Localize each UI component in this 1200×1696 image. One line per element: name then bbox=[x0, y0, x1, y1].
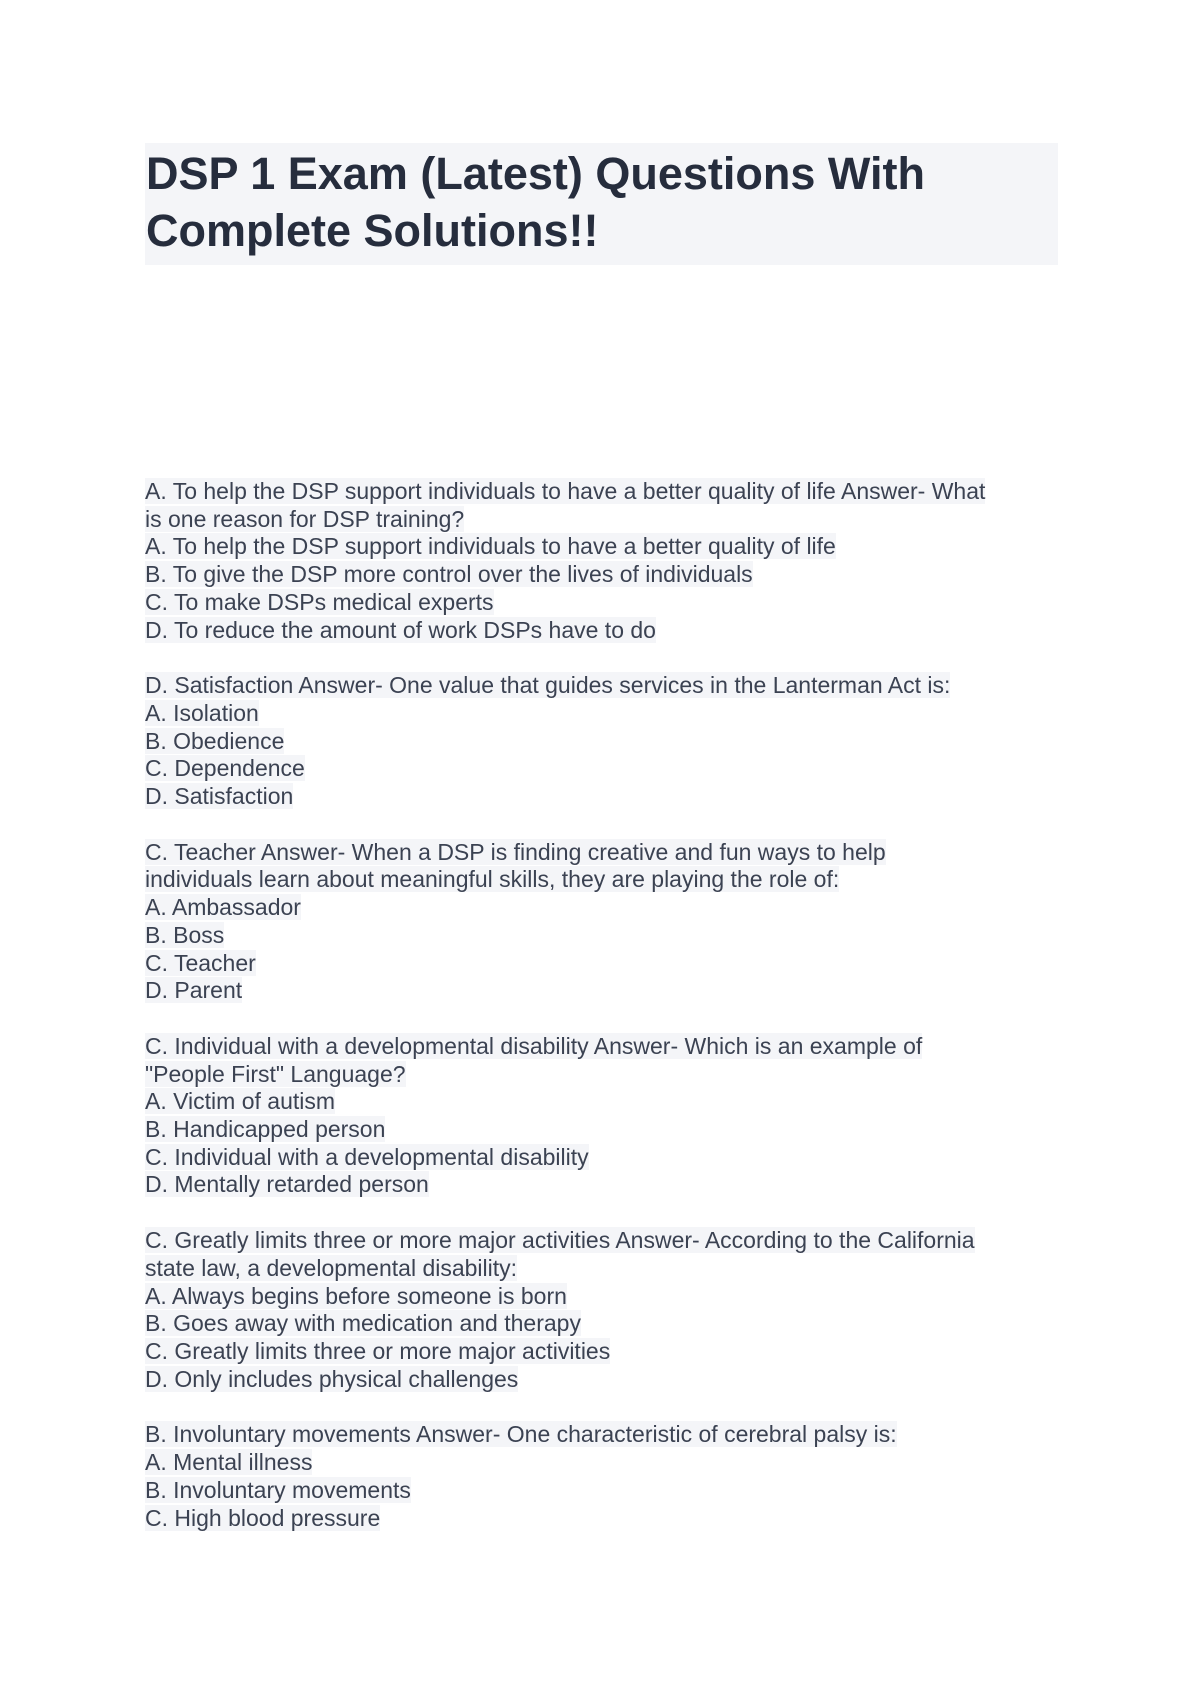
option-line: C. Teacher bbox=[145, 949, 256, 976]
question-line: C. Greatly limits three or more major activities Answer- According to the California bbox=[145, 1227, 975, 1254]
option-line: C. Dependence bbox=[145, 755, 305, 782]
question-block bbox=[145, 1227, 1065, 1393]
question-line: B. Involuntary movements Answer- One characteristic of cerebral palsy is: bbox=[145, 1421, 897, 1448]
option-line: D. To reduce the amount of work DSPs have to do bbox=[145, 616, 656, 643]
option-line: A. Mental illness bbox=[145, 1449, 313, 1476]
question-line: C. Individual with a developmental disability Answer- Which is an example of bbox=[145, 1032, 923, 1059]
option-line: D. Only includes physical challenges bbox=[145, 1365, 519, 1392]
question-list bbox=[145, 478, 1065, 1560]
document-title bbox=[145, 143, 1058, 265]
option-line: B. Boss bbox=[145, 921, 225, 948]
question-line: C. Teacher Answer- When a DSP is finding creative and fun ways to help bbox=[145, 838, 886, 865]
question-line: is one reason for DSP training? bbox=[145, 505, 465, 532]
question-block bbox=[145, 478, 1065, 644]
option-line: D. Satisfaction bbox=[145, 783, 294, 810]
option-line: C. Individual with a developmental disability bbox=[145, 1143, 589, 1170]
option-line: A. Victim of autism bbox=[145, 1088, 336, 1115]
option-line: B. Involuntary movements bbox=[145, 1476, 411, 1503]
option-line: B. Obedience bbox=[145, 727, 285, 754]
option-line: C. Greatly limits three or more major activities bbox=[145, 1337, 611, 1364]
option-line: D. Parent bbox=[145, 977, 243, 1004]
question-block bbox=[145, 1421, 1065, 1532]
question-block bbox=[145, 1033, 1065, 1199]
option-line: B. Handicapped person bbox=[145, 1116, 386, 1143]
option-line: B. Goes away with medication and therapy bbox=[145, 1310, 581, 1337]
title-line: Complete Solutions!! bbox=[146, 205, 599, 256]
question-line: D. Satisfaction Answer- One value that guides services in the Lanterman Act is: bbox=[145, 672, 951, 699]
question-block bbox=[145, 672, 1065, 811]
option-line: B. To give the DSP more control over the lives of individuals bbox=[145, 561, 753, 588]
question-block bbox=[145, 839, 1065, 1005]
option-line: A. Ambassador bbox=[145, 894, 301, 921]
option-line: A. Always begins before someone is born bbox=[145, 1282, 567, 1309]
question-line: state law, a developmental disability: bbox=[145, 1254, 518, 1281]
title-line: DSP 1 Exam (Latest) Questions With bbox=[146, 148, 925, 199]
question-line: "People First" Language? bbox=[145, 1060, 406, 1087]
option-line: A. To help the DSP support individuals to have a better quality of life bbox=[145, 533, 836, 560]
option-line: C. High blood pressure bbox=[145, 1504, 381, 1531]
question-line: individuals learn about meaningful skills, they are playing the role of: bbox=[145, 866, 840, 893]
option-line: D. Mentally retarded person bbox=[145, 1171, 429, 1198]
option-line: A. Isolation bbox=[145, 699, 259, 726]
question-line: A. To help the DSP support individuals to have a better quality of life Answer- What bbox=[145, 478, 986, 504]
option-line: C. To make DSPs medical experts bbox=[145, 588, 494, 615]
